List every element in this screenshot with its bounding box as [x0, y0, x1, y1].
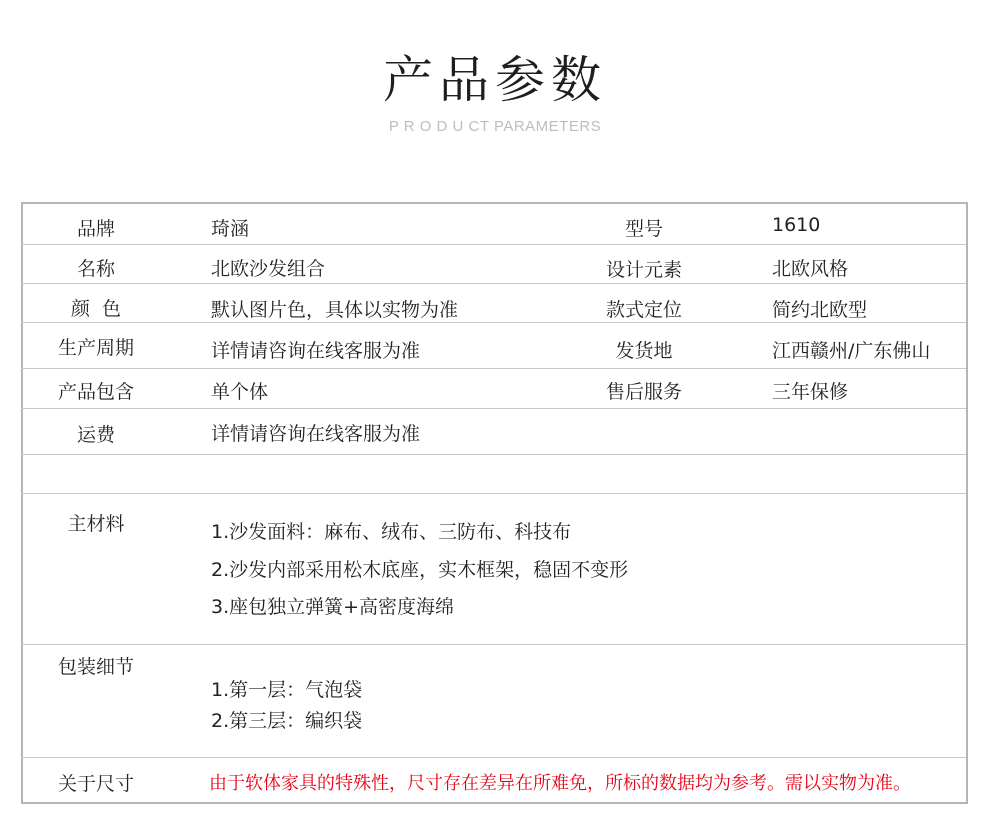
after-sales-value: 三年保修 — [772, 381, 849, 403]
after-sales-label: 售后服务 — [605, 381, 682, 403]
parameter-table — [21, 202, 968, 804]
page-subtitle: P R O D U CT PARAMETERS — [388, 118, 602, 135]
size-label: 关于尺寸 — [57, 773, 134, 795]
style-label: 款式定位 — [605, 299, 682, 321]
shipping-fee-value: 详情请咨询在线客服为准 — [211, 423, 421, 445]
design-value: 北欧风格 — [772, 258, 849, 280]
row-divider — [21, 283, 966, 284]
material-line: 2.沙发内部采用松木底座，实木框架，稳固不变形 — [211, 559, 629, 581]
name-label: 名称 — [76, 258, 115, 280]
row-divider — [21, 757, 966, 758]
color-label: 颜 色 — [70, 298, 122, 320]
material-line: 1.沙发面料：麻布、绒布、三防布、科技布 — [211, 521, 572, 543]
material-label: 主材料 — [67, 513, 125, 535]
shipping-fee-label: 运费 — [76, 424, 115, 446]
row-divider — [21, 244, 966, 245]
row-divider — [21, 644, 966, 645]
package-contents-value: 单个体 — [211, 381, 269, 403]
design-label: 设计元素 — [605, 259, 682, 281]
color-value: 默认图片色，具体以实物为准 — [211, 299, 459, 321]
package-contents-label: 产品包含 — [57, 381, 134, 403]
ship-from-label: 发货地 — [615, 340, 673, 362]
ship-from-value: 江西赣州/广东佛山 — [772, 340, 931, 362]
size-note: 由于软体家具的特殊性，尺寸存在差异在所难免，所标的数据均为参考。需以实物为准。 — [209, 773, 911, 794]
style-value: 简约北欧型 — [772, 299, 868, 321]
brand-value: 琦涵 — [211, 218, 250, 240]
brand-label: 品牌 — [76, 218, 115, 240]
row-divider — [21, 368, 966, 369]
page-title: 产品参数 — [383, 51, 607, 109]
packaging-line: 2.第三层：编织袋 — [211, 710, 363, 732]
packaging-line: 1.第一层：气泡袋 — [211, 679, 363, 701]
row-divider — [21, 322, 966, 323]
model-value: 1610 — [772, 214, 821, 236]
row-divider — [21, 493, 966, 494]
model-label: 型号 — [624, 218, 663, 240]
name-value: 北欧沙发组合 — [211, 258, 326, 280]
packaging-label: 包装细节 — [57, 656, 134, 678]
production-cycle-label: 生产周期 — [57, 337, 134, 359]
production-cycle-value: 详情请咨询在线客服为准 — [211, 340, 421, 362]
row-divider — [21, 454, 966, 455]
material-line: 3.座包独立弹簧+高密度海绵 — [211, 596, 455, 618]
row-divider — [21, 408, 966, 409]
